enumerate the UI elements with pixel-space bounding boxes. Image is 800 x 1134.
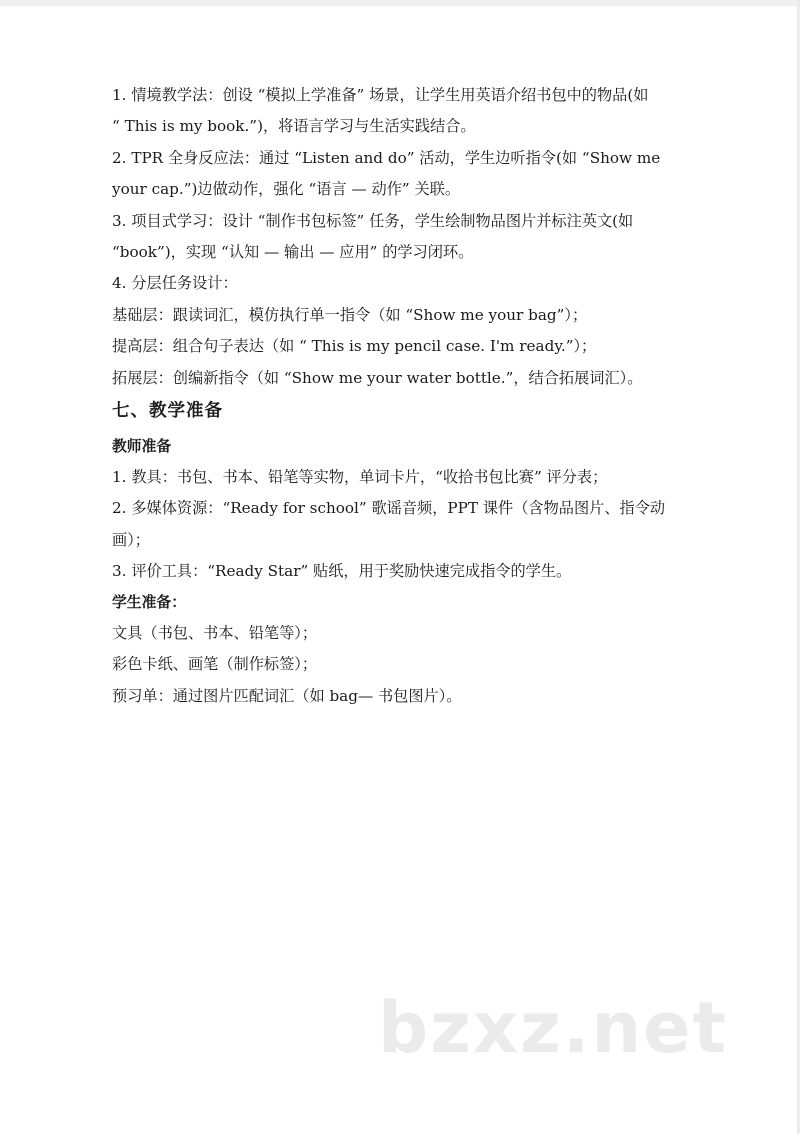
student-prep-line-3: 预习单：通过图片匹配词汇（如 bag— 书包图片）。 bbox=[112, 686, 462, 705]
section-heading-prep: 七、教学准备 bbox=[112, 401, 223, 422]
method-line-8: 基础层：跟读词汇，模仿执行单一指令（如 “Show me your bag”）； bbox=[112, 305, 588, 324]
method-line-3: 2. TPR 全身反应法：通过 “Listen and do” 活动，学生边听指令(如 “Show me bbox=[112, 148, 661, 167]
method-line-5: 3. 项目式学习：设计 “制作书包标签” 任务，学生绘制物品图片并标注英文(如 bbox=[112, 211, 634, 230]
student-prep-heading: 学生准备： bbox=[112, 593, 186, 611]
teacher-prep-heading: 教师准备 bbox=[112, 438, 172, 456]
watermark: bzxz.net bbox=[378, 987, 729, 1069]
teacher-prep-line-1: 1. 教具：书包、书本、铅笔等实物，单词卡片，“收拾书包比赛” 评分表； bbox=[112, 468, 608, 487]
teacher-prep-line-4: 3. 评价工具：“Ready Star” 贴纸，用于奖励快速完成指令的学生。 bbox=[112, 562, 572, 581]
method-line-7: 4. 分层任务设计： bbox=[112, 274, 238, 293]
document-body bbox=[112, 80, 692, 712]
method-line-6: “book”)，实现 “认知 — 输出 — 应用” 的学习闭环。 bbox=[112, 243, 474, 262]
method-line-4: your cap.”)边做动作，强化 “语言 — 动作” 关联。 bbox=[112, 180, 461, 199]
student-prep-line-2: 彩色卡纸、画笔（制作标签）； bbox=[112, 655, 318, 674]
method-line-1: 1. 情境教学法：创设 “模拟上学准备” 场景，让学生用英语介绍书包中的物品(如 bbox=[112, 86, 649, 104]
page-top-edge bbox=[0, 0, 800, 6]
student-prep-line-1: 文具（书包、书本、铅笔等）； bbox=[112, 623, 318, 642]
method-line-9: 提高层：组合句子表达（如 “ This is my pencil case. I'm ready.”）； bbox=[112, 337, 597, 356]
teacher-prep-line-2: 2. 多媒体资源：“Ready for school” 歌谣音频，PPT 课件（含物品图片、指令动 bbox=[112, 499, 666, 518]
teacher-prep-line-3: 画）； bbox=[112, 530, 150, 549]
method-line-2: “ This is my book.”)，将语言学习与生活实践结合。 bbox=[112, 117, 476, 136]
method-line-10: 拓展层：创编新指令（如 “Show me your water bottle.”，结合拓展词汇）。 bbox=[112, 368, 643, 387]
